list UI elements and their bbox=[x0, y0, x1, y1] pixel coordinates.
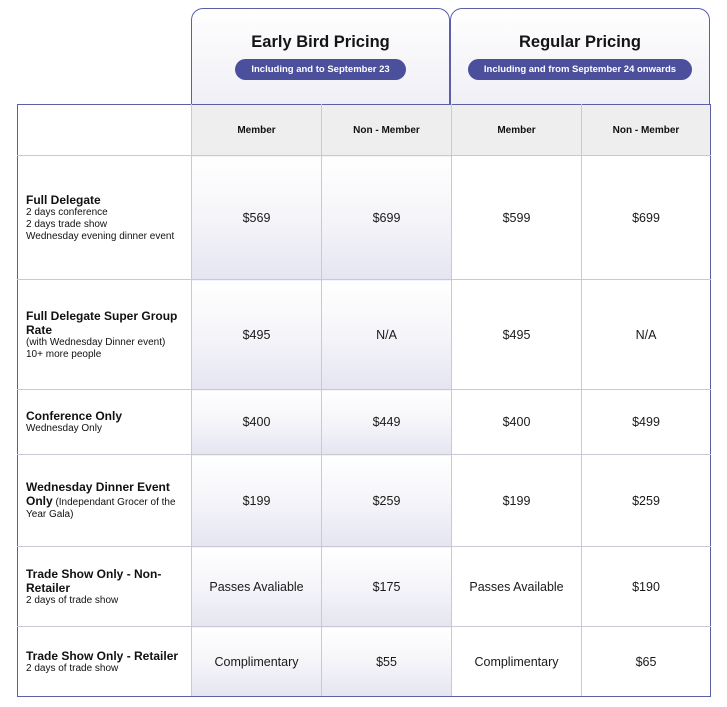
price-cell: $495 bbox=[192, 280, 322, 390]
price-cell: Complimentary bbox=[192, 627, 322, 697]
row-title: Full Delegate bbox=[26, 192, 101, 207]
price-cell: $699 bbox=[322, 156, 452, 280]
early-bird-date-badge: Including and to September 23 bbox=[235, 59, 405, 80]
early-bird-title: Early Bird Pricing bbox=[251, 33, 390, 51]
table-row bbox=[18, 280, 711, 390]
row-label bbox=[18, 455, 192, 547]
col-early-member: Member bbox=[192, 105, 322, 156]
row-title: Wednesday Dinner Event Only bbox=[26, 479, 170, 508]
row-title: Conference Only bbox=[26, 409, 123, 423]
row-title-suffix: (Independant Grocer of the Year Gala) bbox=[26, 496, 176, 520]
price-cell: $199 bbox=[452, 455, 582, 547]
col-early-non-member: Non - Member bbox=[322, 105, 452, 156]
price-cell: $699 bbox=[582, 156, 711, 280]
col-regular-non-member: Non - Member bbox=[582, 105, 711, 156]
price-cell: Passes Avaliable bbox=[192, 547, 322, 627]
row-detail: Wednesday Only bbox=[26, 423, 102, 434]
price-cell: $599 bbox=[452, 156, 582, 280]
table-row bbox=[18, 547, 711, 627]
row-title: Trade Show Only - Non-Retailer bbox=[26, 566, 162, 595]
price-cell: $199 bbox=[192, 455, 322, 547]
row-detail: Wednesday evening dinner event bbox=[26, 230, 175, 242]
table-row bbox=[18, 455, 711, 547]
row-detail: 2 days trade show bbox=[26, 218, 108, 230]
row-detail: (with Wednesday Dinner event) bbox=[26, 336, 166, 348]
price-cell: $55 bbox=[322, 627, 452, 697]
price-cell: $190 bbox=[582, 547, 711, 627]
price-cell: $400 bbox=[452, 390, 582, 455]
row-title: Full Delegate Super Group Rate bbox=[26, 308, 178, 337]
price-cell: $569 bbox=[192, 156, 322, 280]
row-label bbox=[18, 547, 192, 627]
price-cell: N/A bbox=[322, 280, 452, 390]
table-row bbox=[18, 156, 711, 280]
row-detail: 2 days conference bbox=[26, 206, 108, 218]
regular-date-badge: Including and from September 24 onwards bbox=[468, 59, 692, 80]
price-cell: $495 bbox=[452, 280, 582, 390]
table-row bbox=[18, 390, 711, 455]
corner-cell bbox=[18, 105, 192, 156]
price-cell: $175 bbox=[322, 547, 452, 627]
table-row bbox=[18, 627, 711, 697]
price-cell: $499 bbox=[582, 390, 711, 455]
price-cell: N/A bbox=[582, 280, 711, 390]
row-title: Trade Show Only - Retailer bbox=[26, 648, 179, 663]
price-cell: $259 bbox=[582, 455, 711, 547]
price-cell: $65 bbox=[582, 627, 711, 697]
row-label bbox=[18, 156, 192, 280]
row-label bbox=[18, 280, 192, 390]
row-detail: 2 days of trade show bbox=[26, 594, 119, 606]
early-bird-header bbox=[191, 8, 450, 104]
row-detail: 10+ more people bbox=[26, 348, 102, 360]
row-detail: 2 days of trade show bbox=[26, 662, 119, 674]
price-cell: $449 bbox=[322, 390, 452, 455]
row-label bbox=[18, 627, 192, 697]
regular-header bbox=[450, 8, 710, 104]
price-cell: $259 bbox=[322, 455, 452, 547]
price-cell: Complimentary bbox=[452, 627, 582, 697]
regular-title: Regular Pricing bbox=[519, 33, 641, 51]
column-header-row bbox=[18, 105, 711, 156]
price-cell: Passes Available bbox=[452, 547, 582, 627]
price-cell: $400 bbox=[192, 390, 322, 455]
col-regular-member: Member bbox=[452, 105, 582, 156]
row-label bbox=[18, 390, 192, 455]
pricing-table bbox=[17, 104, 711, 697]
